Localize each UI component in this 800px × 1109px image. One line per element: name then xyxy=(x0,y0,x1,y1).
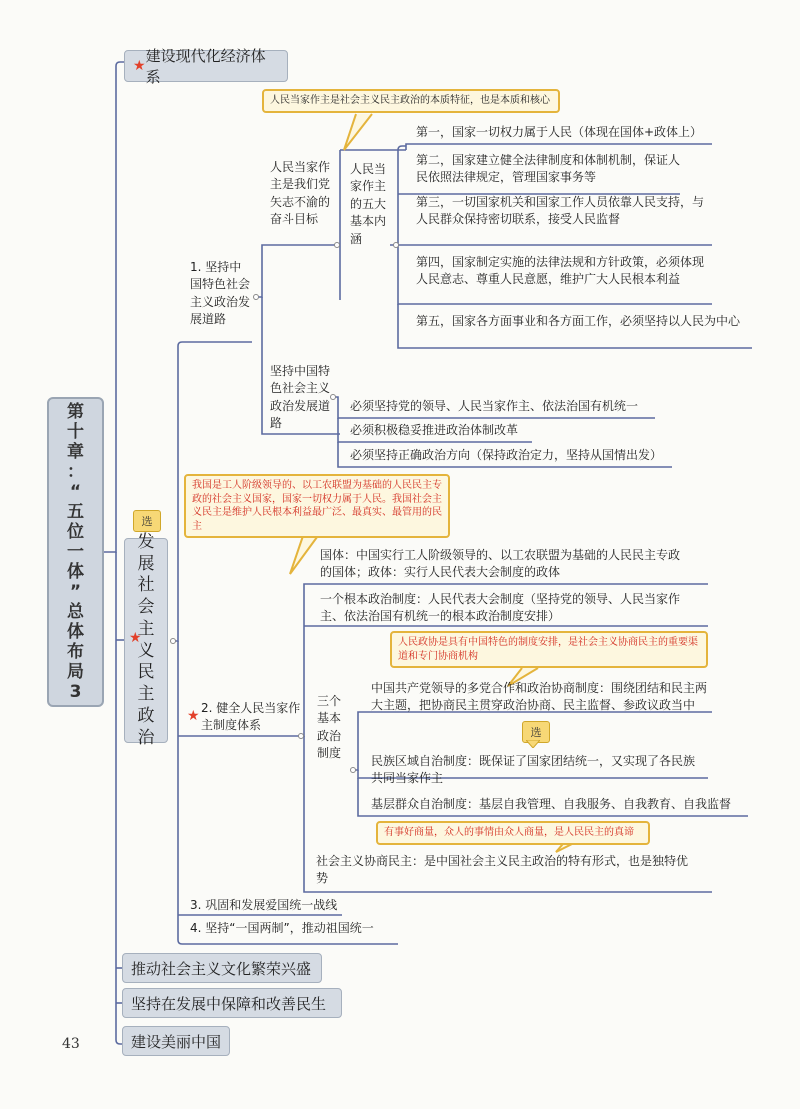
tag-pointer-icon xyxy=(526,740,540,748)
root-char: ： xyxy=(67,461,84,482)
root-char: 第 xyxy=(67,401,84,422)
page-number: 43 xyxy=(62,1036,80,1052)
road-node[interactable]: 坚持中国特色社会主义政治发展道路 xyxy=(270,364,331,431)
politics-char: 政 xyxy=(137,705,155,726)
branch-ecology-label: 建设美丽中国 xyxy=(131,1032,222,1051)
collapse-handle[interactable] xyxy=(170,638,176,644)
root-char: 体 xyxy=(67,622,84,643)
three-systems-node[interactable]: 三个基本政治制度 xyxy=(317,694,342,761)
root-char: 体 xyxy=(67,562,84,583)
root-char: 局 xyxy=(67,662,84,683)
system-item: 一个根本政治制度：人民代表大会制度（坚持党的领导、人民当家作主、依法治国有机统一的根本政治制度安排） xyxy=(320,592,681,624)
reunify-node[interactable]: 4. 坚持“一国两制”，推动祖国统一 xyxy=(190,921,374,935)
goal-node[interactable]: 人民当家作主是我们党矢志不渝的奋斗目标 xyxy=(270,160,331,227)
cppcc-note: 人民政协是具有中国特色的制度安排，是社会主义协商民主的重要渠道和专门协商机构 xyxy=(390,631,708,668)
root-char: 位 xyxy=(67,521,84,542)
politics-char: 主 xyxy=(137,684,155,704)
politics-char: 社 xyxy=(137,575,155,596)
system-item: 国体：中国实行工人阶级领导的、以工农联盟为基础的人民民主专政的国体；政体：实行人民代表大会制度的政体 xyxy=(320,548,681,580)
connotation-item: 第一，国家一切权力属于人民（体现在国体+政体上） xyxy=(416,125,703,139)
root-char: 布 xyxy=(67,642,84,663)
connotation-item: 第三，一切国家机关和国家工作人员依靠人民支持，与人民群众保持密切联系，接受人民监督 xyxy=(416,195,705,227)
connotation-node[interactable]: 人民当家作主的五大基本内涵 xyxy=(350,162,387,246)
star-icon: ★ xyxy=(187,708,200,724)
connotation-item: 第五，国家各方面事业和各方面工作，必须坚持以人民为中心 xyxy=(416,314,741,328)
path-node[interactable]: 1. 坚持中国特色社会主义政治发展道路 xyxy=(190,260,251,327)
road-item: 必须坚持党的领导、人民当家作主、依法治国有机统一 xyxy=(350,399,639,413)
root-char: 十 xyxy=(67,421,84,442)
branch-livelihood[interactable] xyxy=(122,988,342,1018)
politics-char: 义 xyxy=(137,640,155,661)
politics-char: 发 xyxy=(137,531,155,552)
root-char: 一 xyxy=(67,541,84,562)
collapse-handle[interactable] xyxy=(330,394,336,400)
road-item: 必须积极稳妥推进政治体制改革 xyxy=(350,423,519,437)
collapse-handle[interactable] xyxy=(334,242,340,248)
basic-system-item: 民族区域自治制度：既保证了国家团结统一，又实现了各民族共同当家作主 xyxy=(371,754,696,786)
star-icon: ★ xyxy=(129,630,142,646)
root-char: ” xyxy=(69,582,82,603)
root-char: 五 xyxy=(67,501,84,522)
branch-economy[interactable] xyxy=(124,47,288,86)
basic-system-item: 中国共产党领导的多党合作和政治协商制度：围绕团结和民主两大主题，把协商民主贯穿政治协商、民主监督、参政议政当中 xyxy=(371,681,708,713)
system-node[interactable]: 2. 健全人民当家作主制度体系 xyxy=(201,701,301,733)
branch-ecology[interactable] xyxy=(122,1026,230,1056)
selected-tag: 选 xyxy=(522,721,550,743)
root-char: 章 xyxy=(67,441,84,462)
politics-char: 展 xyxy=(137,553,155,574)
politics-char: 会 xyxy=(137,597,155,617)
collapse-handle[interactable] xyxy=(298,733,304,739)
root-char: 3 xyxy=(69,682,82,703)
connotation-item: 第四，国家制定实施的法律法规和方针政策，必须体现人民意志、尊重人民意愿，维护广大人民根本利益 xyxy=(416,255,705,287)
politics-char: 主 xyxy=(137,618,155,639)
collapse-handle[interactable] xyxy=(393,242,399,248)
politics-char: 民 xyxy=(137,662,155,683)
selected-tag: 选 xyxy=(133,510,161,532)
system-item: 社会主义协商民主：是中国社会主义民主政治的特有形式，也是独特优势 xyxy=(316,854,689,886)
root-char: “ xyxy=(69,481,82,502)
chapter-root-node[interactable] xyxy=(47,397,104,707)
branch-culture[interactable] xyxy=(122,953,322,983)
branch-culture-label: 推动社会主义文化繁荣兴盛 xyxy=(131,959,312,978)
branch-economy-label: 建设现代化经济体系 xyxy=(145,47,266,86)
road-item: 必须坚持正确政治方向（保持政治定力，坚持从国情出发） xyxy=(350,448,663,462)
basic-system-item: 基层群众自治制度：基层自我管理、自我服务、自我教育、自我监督 xyxy=(371,797,732,811)
consult-note: 有事好商量，众人的事情由众人商量，是人民民主的真谛 xyxy=(376,821,650,845)
star-icon: ★ xyxy=(133,58,146,74)
collapse-handle[interactable] xyxy=(253,294,259,300)
branch-livelihood-label: 坚持在发展中保障和改善民生 xyxy=(131,994,327,1013)
state-note: 我国是工人阶级领导的、以工农联盟为基础的人民民主专政的社会主义国家，国家一切权力属于人民。我国社会主义民主是维护人民根本利益最广泛、最真实、最管用的民主 xyxy=(184,474,450,538)
core-note: 人民当家作主是社会主义民主政治的本质特征，也是本质和核心 xyxy=(262,89,560,113)
front-node[interactable]: 3. 巩固和发展爱国统一战线 xyxy=(190,898,338,912)
root-char: 总 xyxy=(67,602,84,623)
connotation-item: 第二，国家建立健全法律制度和体制机制，保证人民依照法律规定，管理国家事务等 xyxy=(416,153,681,185)
collapse-handle[interactable] xyxy=(350,767,356,773)
politics-char: 治 xyxy=(137,727,155,748)
